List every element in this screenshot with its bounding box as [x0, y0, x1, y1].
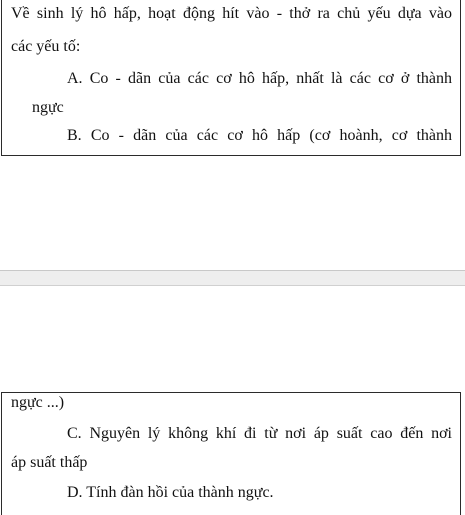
option-d-line-1: D. Tính đàn hồi của thành ngực. [67, 484, 274, 501]
option-c-line-2: áp suất thấp [11, 454, 88, 471]
question-cell-bottom [1, 392, 461, 515]
option-a-line-1: A. Co - dãn của các cơ hô hấp, nhất là các cơ ở thành [67, 70, 452, 87]
question-stem-line-2: các yếu tố: [11, 38, 81, 55]
option-b-line-2: ngực ...) [11, 394, 65, 411]
option-b-line-1: B. Co - dãn của các cơ hô hấp (cơ hoành, cơ thành [67, 127, 452, 144]
page-break-gap [0, 270, 465, 286]
question-cell-top [1, 0, 461, 156]
option-c-line-1: C. Nguyên lý không khí đi từ nơi áp suất cao đến nơi [67, 425, 452, 442]
question-stem-line-1: Về sinh lý hô hấp, hoạt động hít vào - thở ra chủ yếu dựa vào [11, 5, 452, 22]
option-a-line-2: ngực [32, 99, 64, 116]
